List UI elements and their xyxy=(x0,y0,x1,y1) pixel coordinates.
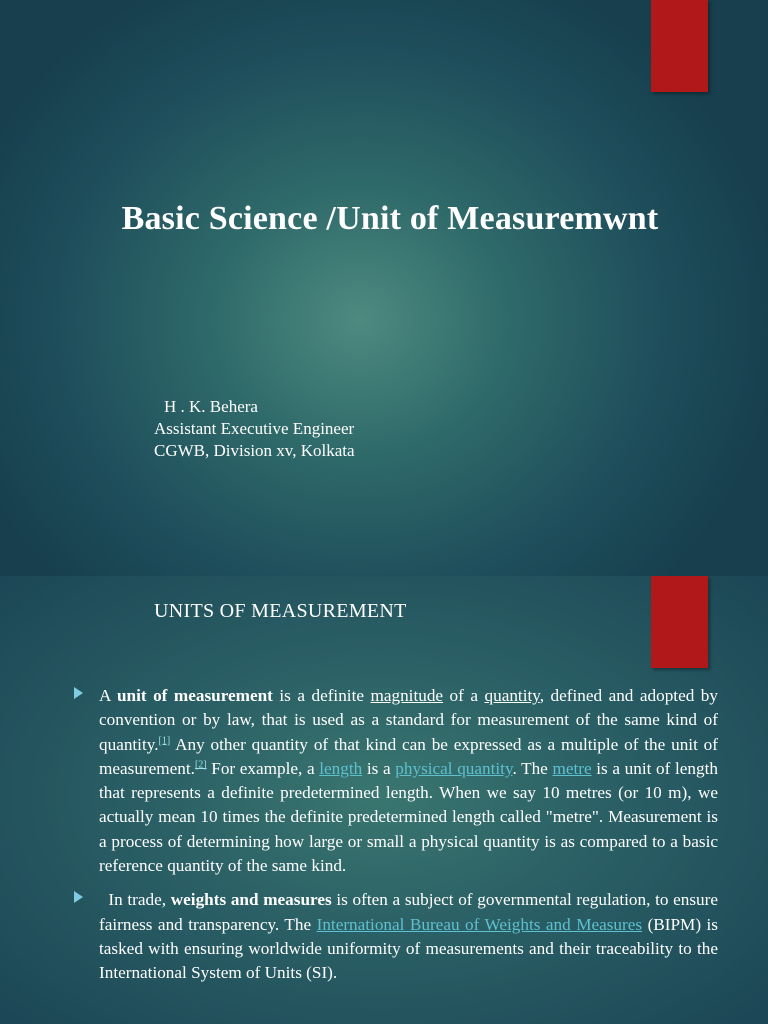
link-metre[interactable]: metre xyxy=(552,758,592,778)
author-block xyxy=(154,396,355,462)
bold-term: unit of measurement xyxy=(116,686,273,705)
reference-1[interactable]: [1] xyxy=(158,734,171,746)
bullet-trade: In trade, weights and measures is often a subject of governmental regulation, to ensure fairness and transparency. The International Bureau of Weights and Measures (BIPM) is tasked with ensuring worldwide uniformity of measurements and their traceability to the International System of Units (SI). xyxy=(74,888,718,985)
author-org: CGWB, Division xv, Kolkata xyxy=(154,441,355,460)
link-physical-quantity[interactable]: physical quantity xyxy=(395,758,513,778)
units-slide xyxy=(0,576,768,1024)
reference-2[interactable]: [2] xyxy=(194,759,207,771)
author-role: Assistant Executive Engineer xyxy=(154,419,355,438)
link-magnitude[interactable]: magnitude xyxy=(370,686,444,705)
bold-term: weights and measures xyxy=(170,890,332,910)
bullet-arrow-icon xyxy=(74,687,83,699)
link-bipm[interactable]: International Bureau of Weights and Measures xyxy=(316,914,643,934)
link-length[interactable]: length xyxy=(319,758,363,778)
accent-bar xyxy=(651,576,708,668)
accent-bar xyxy=(651,0,708,92)
bullet-list xyxy=(74,684,718,996)
bullet-definition: A unit of measurement is a definite magnitude of a quantity, defined and adopted by convention or by law, that is used as a standard for measurement of the same kind of quantity.[1] Any other quantity of that kind can be expressed as a multiple of the unit of measurement.[2] For example, a length is a physical quantity. The metre is a unit of length that represents a definite predetermined length. When we say 10 metres (or 10 m), we actually mean 10 times the definite predetermined length called "metre". Measurement is a process of determining how large or small a physical quantity is as compared to a basic reference quantity of the same kind. xyxy=(74,684,718,878)
link-quantity[interactable]: quantity xyxy=(484,686,540,705)
slide-title: Basic Science /Unit of Measuremwnt xyxy=(121,200,659,237)
slide-heading: UNITS OF MEASUREMENT xyxy=(154,600,407,622)
author-name: H . K. Behera xyxy=(164,397,258,416)
bullet-arrow-icon xyxy=(74,891,83,903)
